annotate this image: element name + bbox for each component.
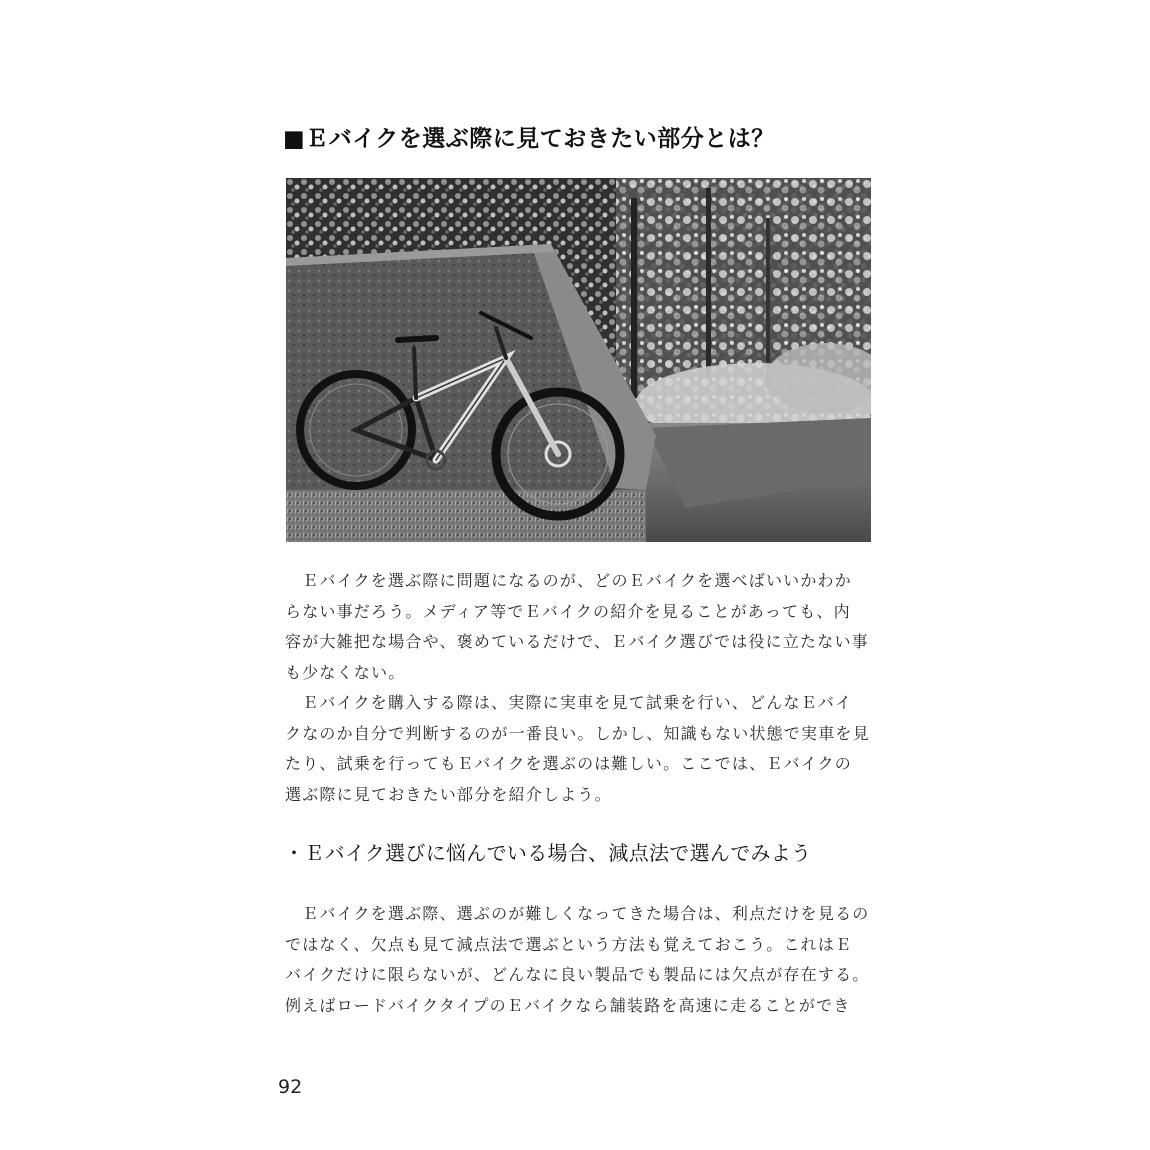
- paragraph-line: たり、試乗を行ってもＥバイクを選ぶのは難しい。ここでは、Ｅバイクの: [285, 754, 852, 773]
- paragraph-line: Ｅバイクを購入する際は、実際に実車を見て試乗を行い、どんなＥバイ: [285, 693, 853, 712]
- paragraph-2: [285, 688, 875, 810]
- page-number: 92: [278, 1076, 303, 1098]
- paragraph-line: 容が大雑把な場合や、褒めているだけで、Ｅバイク選びでは役に立たない事: [285, 632, 869, 651]
- section-heading: ■Ｅバイクを選ぶ際に見ておきたい部分とは？: [283, 126, 775, 152]
- paragraph-line: も少なくない。: [285, 662, 406, 682]
- paragraph-1: [285, 566, 875, 688]
- paragraph-line: らない事だろう。メディア等でＥバイクの紹介を見ることがあっても、内: [285, 601, 851, 621]
- paragraph-line: バイクだけに限らないが、どんなに良い製品でも製品には欠点が存在する。: [285, 965, 870, 984]
- paragraph-line: ではなく、欠点も見て減点法で選ぶという方法も覚えておこう。これはＥ: [285, 934, 853, 954]
- paragraph-line: 例えばロードバイクタイプのＥバイクなら舗装路を高速に走ることができ: [285, 995, 851, 1015]
- subheading: ・Ｅバイク選びに悩んでいる場合、減点法で選んでみよう: [284, 841, 812, 865]
- paragraph-line: Ｅバイクを選ぶ際に問題になるのが、どのＥバイクを選べばいいかわか: [285, 571, 852, 590]
- paragraph-line: クなのか自分で判断するのが一番良い。しかし、知識もない状態で実車を見: [285, 723, 870, 743]
- bicycle-photo-image: [286, 178, 871, 542]
- bicycle-photo: [286, 178, 871, 542]
- paragraph-line: 選ぶ際に見ておきたい部分を紹介しよう。: [285, 784, 612, 804]
- paragraph-line: Ｅバイクを選ぶ際、選ぶのが難しくなってきた場合は、利点だけを見るの: [285, 904, 870, 923]
- paragraph-3: [285, 899, 875, 1021]
